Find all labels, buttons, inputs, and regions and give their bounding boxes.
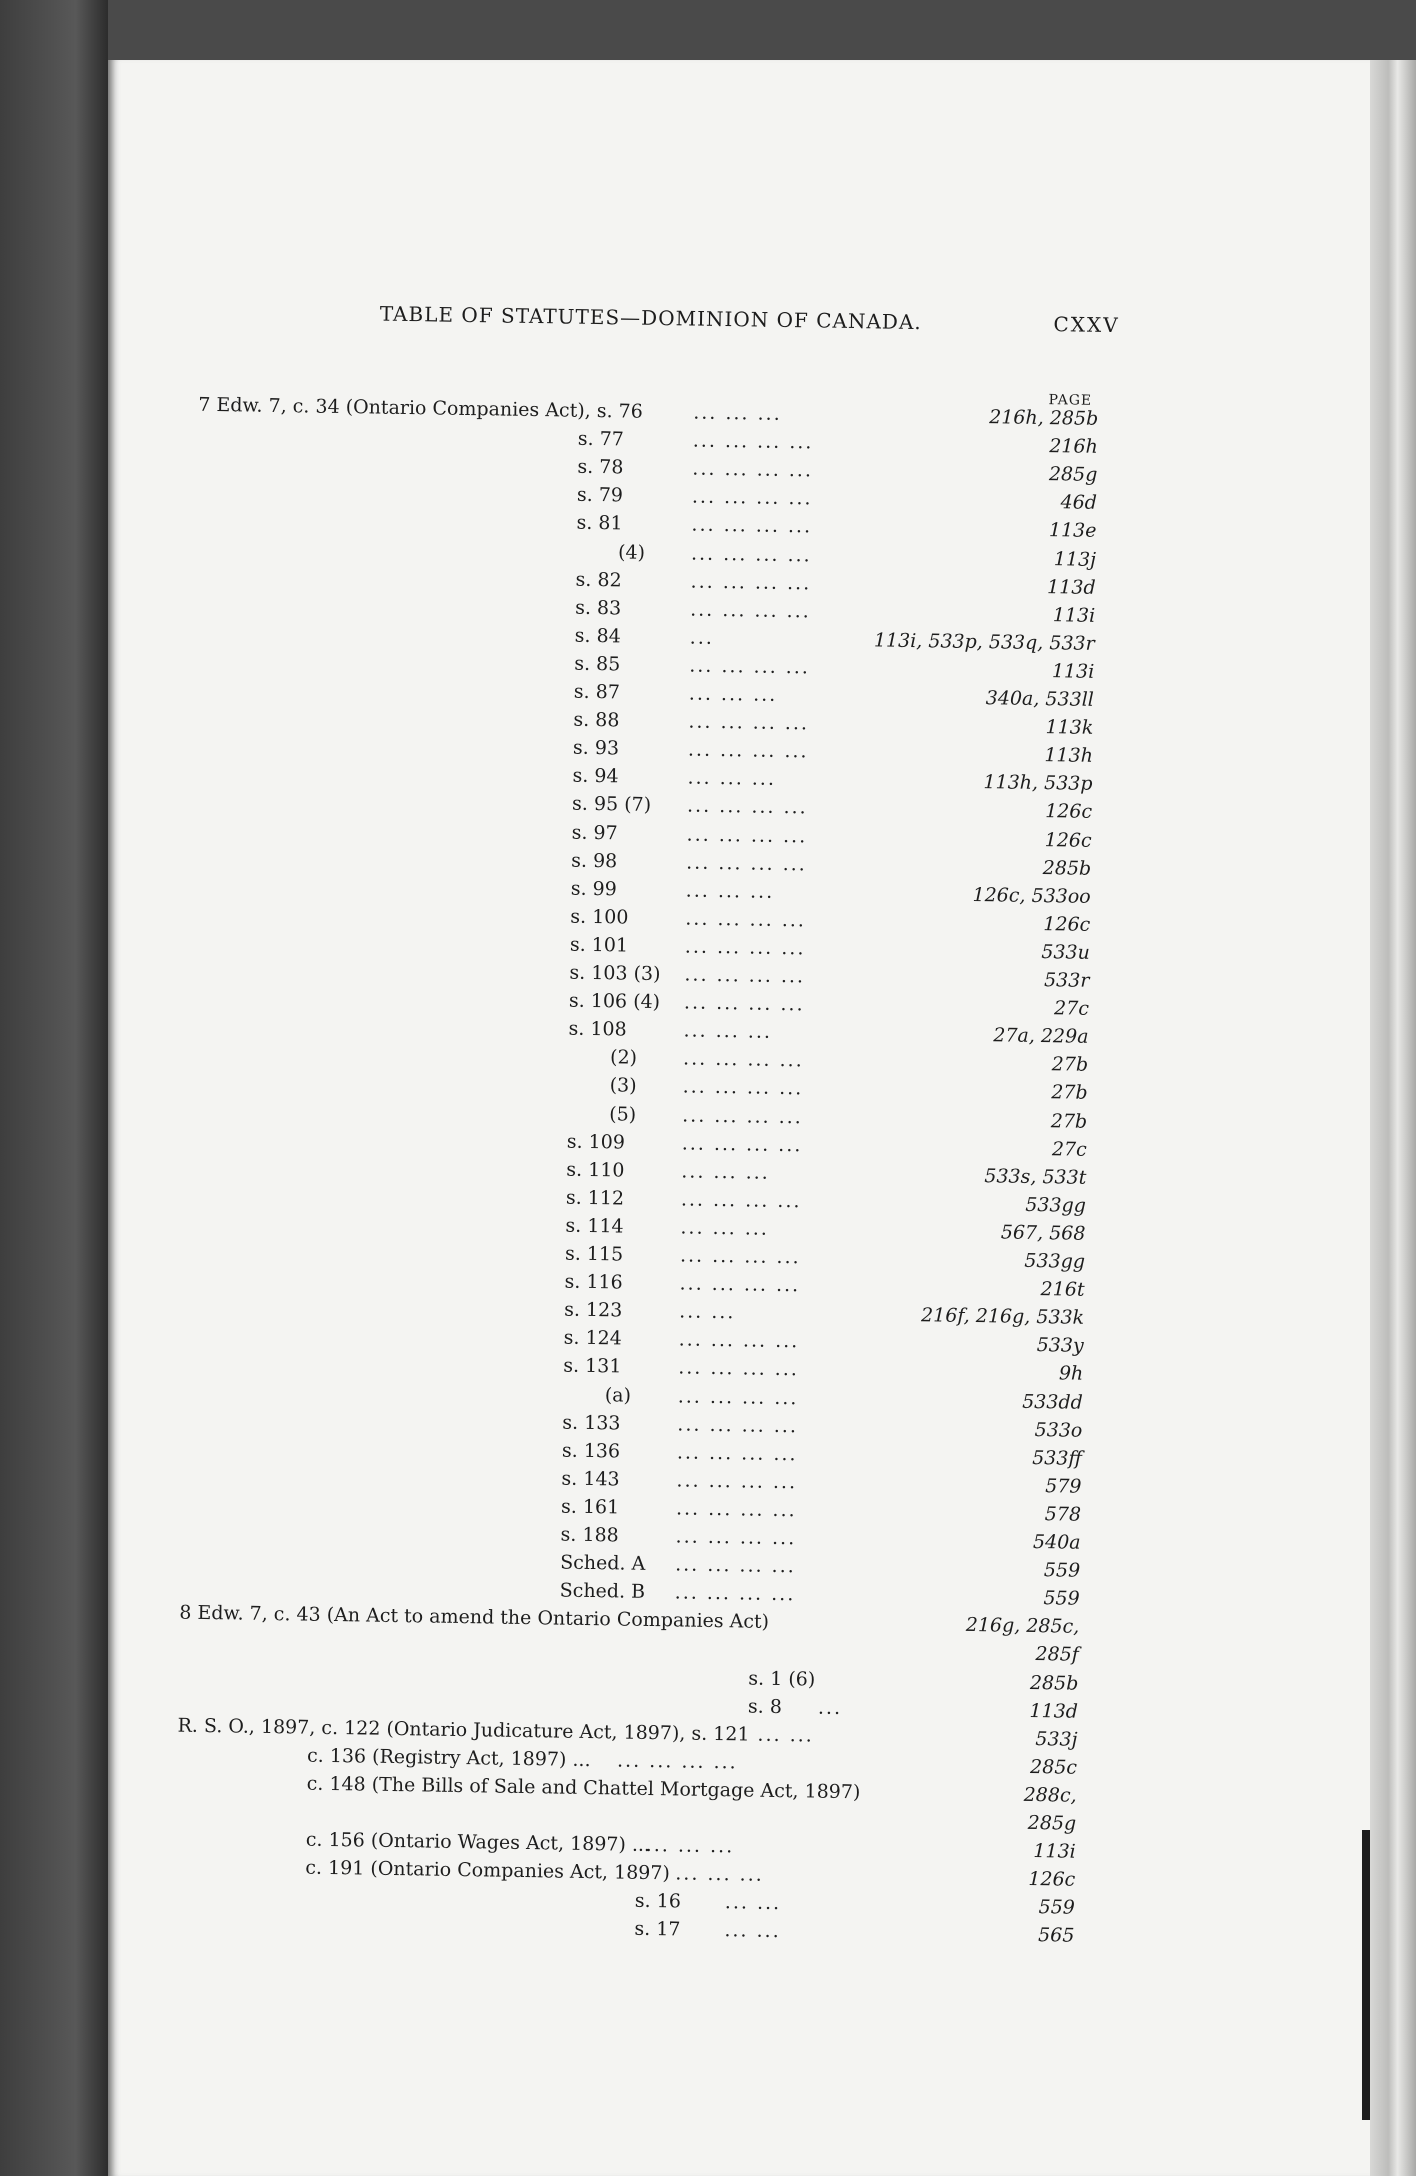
page-reference: 27c bbox=[1053, 997, 1090, 1020]
statute-reference: s. 88 bbox=[573, 708, 620, 732]
statute-reference: c. 191 (Ontario Companies Act, 1897) bbox=[305, 1856, 671, 1885]
statute-reference: s. 114 bbox=[565, 1214, 624, 1238]
page-reference: 285g bbox=[1027, 1811, 1077, 1835]
statute-reference: s. 108 bbox=[568, 1017, 627, 1041]
statute-reference: (2) bbox=[609, 1046, 638, 1069]
page-reference: 113k bbox=[1045, 716, 1094, 739]
page-reference: 533ff bbox=[1032, 1446, 1083, 1470]
statute-reference: s. 161 bbox=[560, 1495, 620, 1519]
page-reference: 113i bbox=[1052, 603, 1096, 627]
dot-leader: ... ... ... ... bbox=[675, 1525, 797, 1550]
page-reference: 27c bbox=[1051, 1137, 1087, 1161]
dot-leader: ... ... ... ... bbox=[682, 1047, 804, 1072]
dot-leader: ... ... ... ... bbox=[690, 570, 812, 594]
dot-leader: ... ... ... ... bbox=[690, 541, 812, 566]
dot-leader: ... ... ... ... bbox=[684, 963, 806, 988]
dot-leader: ... ... ... ... bbox=[690, 598, 811, 623]
statute-reference: s. 97 bbox=[571, 821, 618, 844]
statute-reference: s. 1 (6) bbox=[748, 1667, 816, 1691]
dot-leader: ... ... ... bbox=[688, 682, 778, 706]
page-column-label: PAGE bbox=[1048, 392, 1093, 409]
dot-leader: ... ... ... ... bbox=[678, 1356, 800, 1381]
statute-reference: 8 Edw. 7, c. 43 (An Act to amend the Ontario Companies Act) bbox=[179, 1601, 770, 1634]
page-reference: 113h bbox=[1044, 744, 1094, 768]
dot-leader: ... ... ... bbox=[675, 1862, 764, 1886]
dot-leader: ... ... ... ... bbox=[689, 654, 811, 679]
statute-reference: s. 131 bbox=[563, 1354, 622, 1378]
page-reference: 533y bbox=[1036, 1334, 1084, 1358]
dot-leader: ... ... ... bbox=[645, 1834, 735, 1858]
dot-leader: ... ... bbox=[757, 1723, 814, 1747]
page-reference: 540a bbox=[1032, 1530, 1081, 1554]
dot-leader: ... ... ... ... bbox=[688, 710, 810, 735]
dot-leader: ... ... ... bbox=[687, 766, 777, 791]
page-reference: 113i, 533p, 533q, 533r bbox=[873, 629, 1095, 655]
dot-leader: ... ... ... ... bbox=[687, 738, 809, 763]
statute-reference: s. 94 bbox=[572, 764, 619, 788]
dot-leader: ... ... ... ... bbox=[679, 1272, 801, 1297]
page-reference: 533j bbox=[1035, 1727, 1078, 1751]
page-reference: 533gg bbox=[1024, 1249, 1086, 1273]
statute-reference: s. 82 bbox=[575, 568, 622, 591]
statute-reference: s. 87 bbox=[573, 680, 621, 704]
page-reference: 578 bbox=[1044, 1503, 1082, 1526]
statute-reference: Sched. B bbox=[559, 1579, 646, 1604]
page-reference: 27b bbox=[1051, 1053, 1089, 1077]
statute-reference: (a) bbox=[604, 1383, 632, 1407]
dot-leader: ... ... ... ... bbox=[676, 1469, 798, 1494]
dot-leader: ... ... ... ... bbox=[692, 457, 814, 482]
dot-leader: ... ... ... ... bbox=[674, 1581, 796, 1606]
statute-reference: (4) bbox=[617, 540, 646, 564]
dot-leader: ... ... ... ... bbox=[683, 991, 805, 1016]
page-reference: 113d bbox=[1029, 1699, 1079, 1723]
statute-reference: s. 106 (4) bbox=[568, 989, 661, 1014]
page-reference: 533s, 533t bbox=[984, 1164, 1087, 1189]
dot-leader: ... ... bbox=[724, 1891, 782, 1915]
page-reference: 126c bbox=[1044, 828, 1092, 852]
page-reference: 216f, 216g, 533k bbox=[920, 1304, 1085, 1329]
statute-reference: c. 156 (Ontario Wages Act, 1897) ... bbox=[305, 1828, 651, 1857]
page-reference: 27a, 229a bbox=[993, 1024, 1089, 1048]
statute-reference: s. 123 bbox=[564, 1298, 623, 1322]
page-reference: 216g, 285c, bbox=[965, 1614, 1080, 1639]
page-reference: 216h bbox=[1049, 435, 1098, 458]
page-reference: 113j bbox=[1053, 547, 1097, 571]
page-reference: 565 bbox=[1037, 1924, 1075, 1948]
statute-reference: 7 Edw. 7, c. 34 (Ontario Companies Act), s. 76 bbox=[198, 393, 643, 423]
statute-reference: s. 8 bbox=[747, 1695, 783, 1718]
dot-leader: ... ... ... bbox=[693, 401, 782, 425]
page-reference: 113i bbox=[1033, 1840, 1076, 1863]
statute-reference: s. 100 bbox=[570, 905, 629, 929]
statute-reference: c. 136 (Registry Act, 1897) ... bbox=[306, 1744, 591, 1771]
dot-leader: ... ... ... ... bbox=[685, 907, 807, 932]
page-reference: 216t bbox=[1040, 1278, 1085, 1301]
statute-reference: s. 95 (7) bbox=[571, 793, 652, 817]
dot-leader: ... ... ... ... bbox=[676, 1441, 798, 1465]
dot-leader: ... bbox=[689, 626, 715, 649]
page-reference: 113e bbox=[1048, 519, 1097, 543]
dot-leader: ... ... ... ... bbox=[680, 1188, 802, 1213]
statute-reference: s. 84 bbox=[574, 624, 621, 648]
dot-leader: ... ... ... ... bbox=[684, 935, 806, 960]
dot-leader: ... ... ... ... bbox=[678, 1328, 800, 1353]
page-reference: 285b bbox=[1029, 1671, 1079, 1695]
statute-reference: Sched. A bbox=[560, 1551, 646, 1575]
statute-reference: R. S. O., 1897, c. 122 (Ontario Judicature Act, 1897), s. 121 bbox=[177, 1714, 750, 1746]
page-reference: 285g bbox=[1048, 463, 1098, 487]
page-reference: 27b bbox=[1051, 1081, 1088, 1105]
statute-reference: s. 99 bbox=[570, 877, 617, 901]
page-reference: 113h, 533p bbox=[983, 771, 1093, 796]
page-reference: 340a, 533ll bbox=[985, 687, 1094, 711]
dot-leader: ... ... ... ... bbox=[686, 794, 808, 819]
page-reference: 533dd bbox=[1022, 1390, 1083, 1414]
statute-reference: s. 98 bbox=[571, 849, 618, 872]
binding-mark bbox=[1362, 1830, 1370, 2120]
dot-leader: ... ... ... bbox=[685, 879, 775, 903]
page-reference: 533r bbox=[1043, 969, 1090, 992]
page-title: TABLE OF STATUTES—DOMINION OF CANADA. bbox=[379, 301, 922, 335]
page-reference: 533gg bbox=[1025, 1193, 1087, 1217]
dot-leader: ... ... ... ... bbox=[677, 1412, 799, 1437]
page-number: CXXV bbox=[1053, 312, 1120, 338]
page-reference: 27b bbox=[1050, 1109, 1088, 1133]
statute-reference: s. 133 bbox=[562, 1411, 621, 1435]
page-reference: 559 bbox=[1043, 1587, 1080, 1610]
dot-leader: ... ... ... ... bbox=[681, 1132, 803, 1156]
statute-reference: s. 109 bbox=[566, 1130, 626, 1154]
statute-reference: s. 136 bbox=[561, 1439, 621, 1463]
statute-reference: s. 110 bbox=[566, 1158, 625, 1182]
statute-reference: s. 81 bbox=[576, 512, 623, 535]
statute-reference: s. 116 bbox=[564, 1270, 623, 1294]
statute-reference: s. 85 bbox=[574, 652, 621, 676]
statute-reference: (5) bbox=[609, 1102, 637, 1126]
page-reference: 285b bbox=[1042, 856, 1092, 880]
page-reference: 216h, 285b bbox=[989, 406, 1099, 430]
statute-reference: s. 78 bbox=[577, 455, 624, 479]
dot-leader: ... ... ... ... bbox=[686, 851, 807, 875]
page-reference: 533u bbox=[1041, 940, 1091, 964]
page-reference: 559 bbox=[1038, 1896, 1076, 1919]
statute-reference: s. 112 bbox=[565, 1186, 625, 1210]
page-reference: 285f bbox=[1035, 1643, 1079, 1667]
page-reference: 113d bbox=[1046, 575, 1096, 599]
dot-leader: ... ... ... ... bbox=[677, 1384, 799, 1409]
statute-reference: s. 83 bbox=[575, 596, 622, 620]
page-reference: 285c bbox=[1029, 1755, 1078, 1779]
dot-leader: ... ... ... ... bbox=[675, 1497, 797, 1522]
page-reference: 113i bbox=[1051, 660, 1095, 683]
statute-reference: s. 101 bbox=[569, 933, 629, 957]
dot-leader: ... ... ... ... bbox=[686, 822, 808, 847]
dot-leader: ... ... ... ... bbox=[682, 1075, 804, 1100]
statute-reference: s. 188 bbox=[560, 1523, 619, 1547]
page-reference: 559 bbox=[1043, 1559, 1081, 1582]
scan-background-left bbox=[0, 0, 108, 2176]
statute-reference: s. 93 bbox=[572, 736, 620, 760]
dot-leader: ... ... ... ... bbox=[691, 513, 813, 538]
page-reference: 567, 568 bbox=[1000, 1221, 1086, 1245]
page-reference: 126c bbox=[1043, 912, 1091, 936]
page-edge bbox=[1370, 60, 1416, 2176]
dot-leader: ... ... ... ... bbox=[682, 1103, 804, 1128]
statute-reference: s. 124 bbox=[563, 1326, 623, 1350]
page-reference: 126c bbox=[1028, 1868, 1076, 1891]
dot-leader: ... ... ... bbox=[680, 1216, 770, 1240]
dot-leader: ... ... bbox=[678, 1300, 736, 1324]
statute-reference: s. 17 bbox=[634, 1918, 681, 1941]
dot-leader: ... ... ... bbox=[683, 1019, 773, 1044]
dot-leader: ... ... ... ... bbox=[679, 1244, 801, 1269]
page-reference: 126c bbox=[1044, 800, 1093, 824]
dot-leader: ... ... ... ... bbox=[691, 485, 813, 510]
dot-leader: ... ... ... bbox=[681, 1160, 770, 1184]
statute-reference: s. 115 bbox=[564, 1242, 624, 1266]
page-reference: 9h bbox=[1058, 1362, 1084, 1386]
page-reference: 288c, bbox=[1023, 1783, 1077, 1807]
dot-leader: ... ... ... ... bbox=[616, 1749, 738, 1774]
page-reference: 579 bbox=[1045, 1474, 1082, 1498]
page-reference: 46d bbox=[1060, 491, 1098, 515]
page-reference: 533o bbox=[1034, 1418, 1083, 1442]
page-reference: 126c, 533oo bbox=[972, 883, 1091, 908]
dot-leader: ... ... ... ... bbox=[692, 429, 814, 454]
statute-reference: s. 16 bbox=[634, 1890, 682, 1913]
statute-reference: s. 143 bbox=[561, 1467, 620, 1491]
statute-reference: (3) bbox=[609, 1074, 637, 1098]
dot-leader: ... bbox=[817, 1696, 843, 1719]
statute-reference: s. 77 bbox=[577, 427, 625, 451]
statute-reference: s. 79 bbox=[576, 483, 624, 507]
dot-leader: ... ... bbox=[724, 1919, 781, 1943]
statute-reference: s. 103 (3) bbox=[569, 961, 661, 986]
dot-leader: ... ... ... ... bbox=[675, 1553, 796, 1578]
statute-reference: c. 148 (The Bills of Sale and Chattel Mortgage Act, 1897) bbox=[306, 1772, 861, 1804]
